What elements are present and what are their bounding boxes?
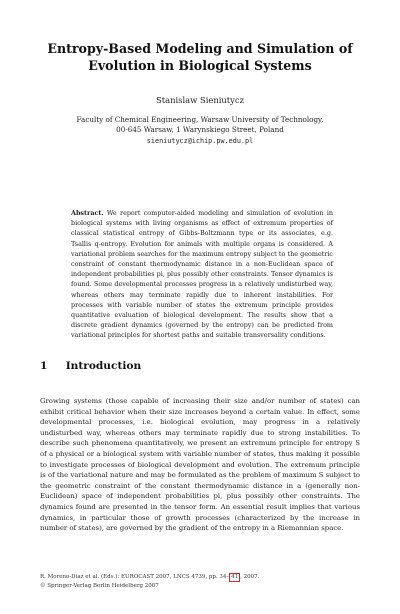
affiliation-line-2: 00-645 Warsaw, 1 Warynskiego Street, Poland [116,125,284,135]
copyright-line: © Springer-Verlag Berlin Heidelberg 2007 [40,583,159,589]
abstract [71,208,333,341]
section-number: 1 [40,360,48,372]
affiliation-line-1: Faculty of Chemical Engineering, Warsaw University of Technology, [76,115,324,124]
section-title: Introduction [65,360,142,372]
page-number-link[interactable]: 41 [231,574,239,580]
author-email[interactable]: sieniutycz@ichip.pw.edu.pl [146,136,254,145]
abstract-text: We report computer-aided modeling and simulation of evolution in biological systems with living organisms as effect of extremum properties of classical statistical entropy of Gibbs-Boltzmann type or its associates, e.g. Tsallis q-entropy. Evolution for animals with multiple organs is considered. A variational problem searches for the maximum entropy subject to the geometric constraint of constant thermodynamic distance in a non-Euclidean space of independent probabilities pi, plus possibly other constraints. Tensor dynamics is found. Some developmental processes progress in a relatively undisturbed way, whereas others may terminate rapidly due to inherent instabilities. For processes with variable number of states the extremum principle provides quantitative evaluation of biological development. The results show that a discrete gradient dynamics (governed by the entropy) can be predicted from variational principles for shortest paths and suitable transversality conditions. [71,209,333,340]
introduction-body: Growing systems (those capable of increasing their size and/or number of states) can exhibit critical behavior when their size increases beyond a certain value. In effect, some developmental processes, i.e. biological evolution, may progress in a relatively undisturbed way, whereas others may terminate rapidly due to strong instabilities. To describe such phenomena quantitatively, we present an extremum principle for entropy S of a physical or a biological system with variable number of states, thus making it possible to investigate processes of biological development and evolution. The extremum principle is of the variational nature and may be formulated as the problem of maximum S subject to the geometric constraint of the constant thermodynamic distance in a (generally non-Euclidean) space of independent probabilities pi, plus possibly other constraints. The dynamics found are presented in the tensor form. An essential result implies that various dynamics, in particular those of growth processes (characterized by the increase in number of states), are governed by the gradient of the entropy in a Riemannian space. [40,397,360,533]
paper-title: Entropy-Based Modeling and Simulation of Evolution in Biological Systems [47,41,353,73]
section-heading [40,360,360,372]
abstract-label: Abstract. [71,209,104,217]
citation-suffix: , 2007. [240,574,260,580]
affiliation-block [40,115,360,146]
author-name: Stanislaw Sieniutycz [155,95,244,105]
citation-line [40,573,360,582]
page-footer [40,573,360,590]
citation-prefix: R. Moreno-Diaz et al. (Eds.): EUROCAST 2007, LNCS 4739, pp. 34– [40,574,230,580]
